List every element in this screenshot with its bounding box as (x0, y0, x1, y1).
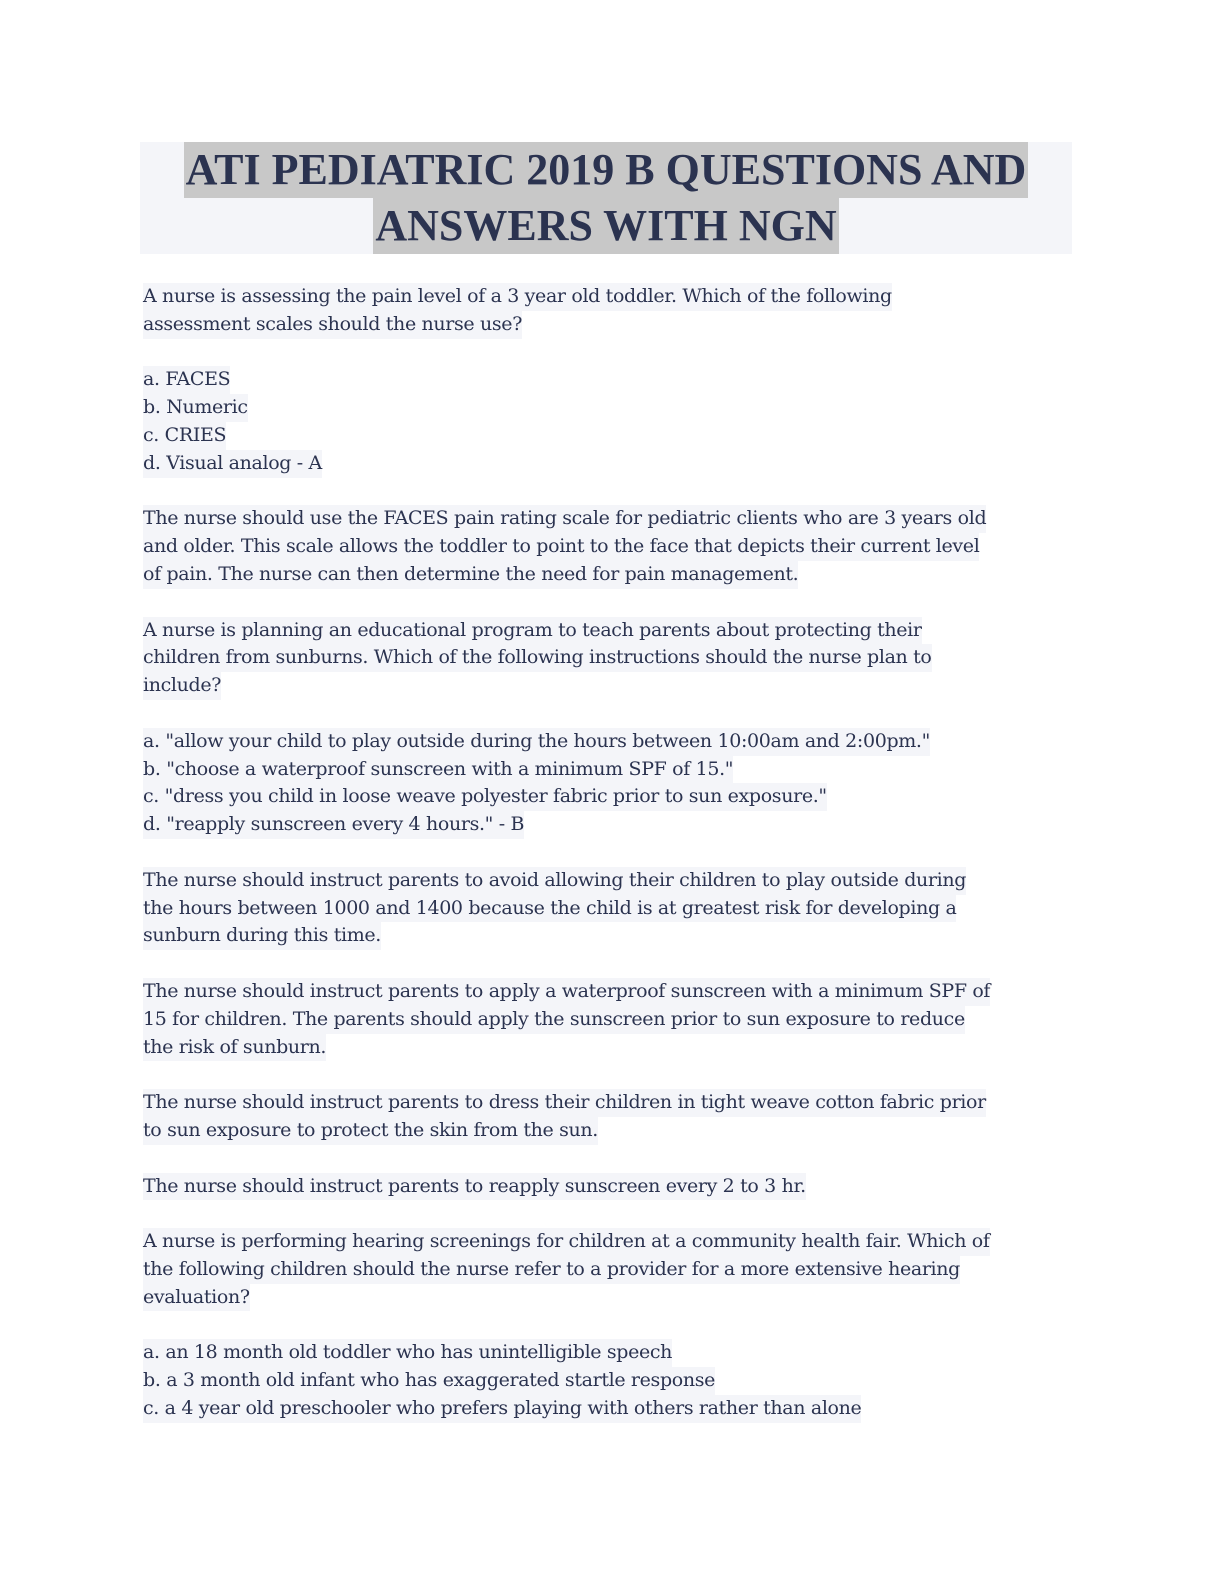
q2-options (143, 728, 1073, 839)
text-line: A nurse is planning an educational program to teach parents about protecting their (143, 617, 922, 645)
text-line: The nurse should instruct parents to dress their children in tight weave cotton fabric prior (143, 1089, 986, 1117)
answer-option: c. "dress you child in loose weave polyester fabric prior to sun exposure." (143, 783, 827, 811)
q2-stem (143, 617, 1073, 700)
text-line: the following children should the nurse refer to a provider for a more extensive hearing (143, 1256, 960, 1284)
text-line: children from sunburns. Which of the following instructions should the nurse plan to (143, 644, 932, 672)
q3-options (143, 1339, 1073, 1422)
title-line-2: ANSWERS WITH NGN (373, 198, 838, 254)
q1-options (143, 366, 1073, 477)
text-line: sunburn during this time. (143, 922, 381, 950)
text-line: A nurse is assessing the pain level of a 3 year old toddler. Which of the following (143, 283, 892, 311)
text-line: to sun exposure to protect the skin from the sun. (143, 1117, 598, 1145)
document-title (140, 142, 1072, 254)
text-line: of pain. The nurse can then determine the need for pain management. (143, 561, 798, 589)
answer-option: b. "choose a waterproof sunscreen with a minimum SPF of 15." (143, 756, 733, 784)
answer-option: a. "allow your child to play outside during the hours between 10:00am and 2:00pm." (143, 728, 930, 756)
answer-option: d. Visual analog - A (143, 450, 322, 478)
text-line: The nurse should instruct parents to apply a waterproof sunscreen with a minimum SPF of (143, 978, 990, 1006)
answer-option: a. an 18 month old toddler who has unintelligible speech (143, 1339, 672, 1367)
text-line: assessment scales should the nurse use? (143, 311, 522, 339)
q2-rationale-c (143, 1089, 1073, 1145)
text-line: The nurse should instruct parents to avoid allowing their children to play outside during (143, 867, 966, 895)
answer-option: c. CRIES (143, 422, 226, 450)
q2-rationale-a (143, 867, 1073, 950)
document-body (143, 283, 1073, 1450)
answer-option: d. "reapply sunscreen every 4 hours." - B (143, 811, 524, 839)
text-line: The nurse should instruct parents to reapply sunscreen every 2 to 3 hr. (143, 1173, 806, 1201)
text-line: and older. This scale allows the toddler to point to the face that depicts their current level (143, 533, 979, 561)
answer-option: c. a 4 year old preschooler who prefers playing with others rather than alone (143, 1395, 861, 1423)
text-line: The nurse should use the FACES pain rating scale for pediatric clients who are 3 years old (143, 505, 986, 533)
text-line: A nurse is performing hearing screenings for children at a community health fair. Which of (143, 1228, 990, 1256)
answer-option: b. Numeric (143, 394, 248, 422)
q2-rationale-d (143, 1173, 1073, 1201)
text-line: evaluation? (143, 1284, 250, 1312)
title-line-1: ATI PEDIATRIC 2019 B QUESTIONS AND (184, 142, 1029, 198)
text-line: the risk of sunburn. (143, 1034, 326, 1062)
q1-stem (143, 283, 1073, 339)
text-line: 15 for children. The parents should apply the sunscreen prior to sun exposure to reduce (143, 1006, 965, 1034)
q3-stem (143, 1228, 1073, 1311)
q1-rationale (143, 505, 1073, 588)
answer-option: b. a 3 month old infant who has exaggerated startle response (143, 1367, 715, 1395)
text-line: include? (143, 672, 221, 700)
q2-rationale-b (143, 978, 1073, 1061)
answer-option: a. FACES (143, 366, 230, 394)
text-line: the hours between 1000 and 1400 because the child is at greatest risk for developing a (143, 895, 956, 923)
